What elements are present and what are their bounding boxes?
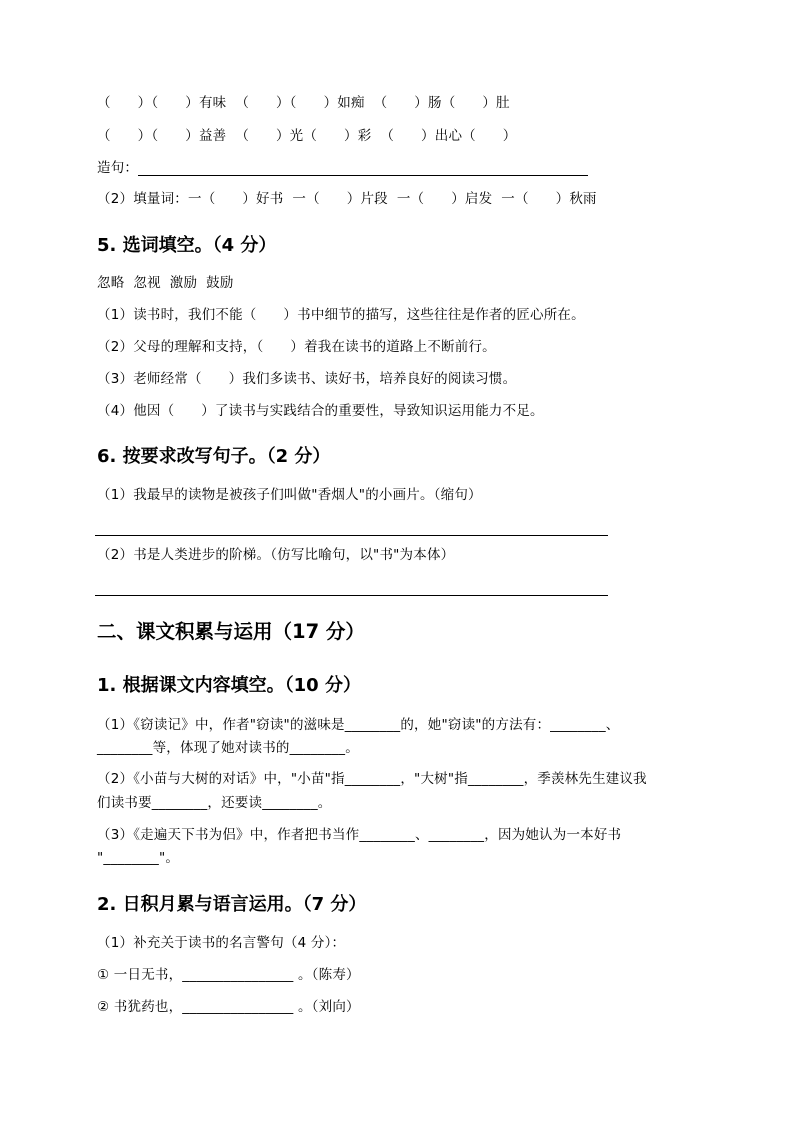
q1-line-4: 们读书要________，还要读________。	[97, 795, 332, 811]
measure-word-line: （2）填量词：一（ ）好书 一（ ）片段 一（ ）启发 一（ ）秋雨	[97, 191, 597, 207]
q2-line-3: ② 书犹药也，________________ 。（刘向）	[97, 999, 360, 1015]
q5-word-bank: 忽略 忽视 激励 鼓励	[97, 275, 234, 291]
q5-item-1: （1）读书时，我们不能（ ）书中细节的描写，这些往往是作者的匠心所在。	[97, 307, 585, 323]
section-2-heading: 二、课文积累与运用（17 分）	[97, 620, 365, 643]
q1-line-6: "________"。	[97, 850, 180, 866]
idiom-fill-line-1: （ ）（ ）有味 （ ）（ ）如痴 （ ）肠（ ）肚	[97, 95, 510, 111]
q5-heading: 5. 选词填空。（4 分）	[97, 235, 277, 256]
q1-line-2: ________等，体现了她对读书的________。	[97, 740, 359, 756]
q1-heading: 1. 根据课文内容填空。（10 分）	[97, 675, 361, 696]
sentence-making-label: 造句：	[97, 160, 139, 176]
q1-line-5: （3）《走遍天下书为侣》中，作者把书当作________、________，因为她认为一本好书	[97, 827, 622, 843]
q5-item-3: （3）老师经常（ ）我们多读书、读好书，培养良好的阅读习惯。	[97, 371, 517, 387]
q2-line-2: ① 一日无书，________________ 。（陈寿）	[97, 967, 360, 983]
idiom-fill-line-2: （ ）（ ）益善 （ ）光（ ）彩 （ ）出心（ ）	[97, 128, 517, 144]
q2-heading: 2. 日积月累与语言运用。（7 分）	[97, 894, 367, 915]
q6-item-2: （2）书是人类进步的阶梯。（仿写比喻句，以"书"为本体）	[97, 547, 455, 563]
q5-item-4: （4）他因（ ）了读书与实践结合的重要性，导致知识运用能力不足。	[97, 403, 544, 419]
q5-item-2: （2）父母的理解和支持，（ ）着我在读书的道路上不断前行。	[97, 339, 496, 355]
q1-line-3: （2）《小苗与大树的对话》中，"小苗"指________，"大树"指________，季羡林先生建议我	[97, 771, 647, 787]
q2-line-1: （1）补充关于读书的名言警句（4 分）：	[97, 935, 346, 951]
q6-item-1: （1）我最早的读物是被孩子们叫做"香烟人"的小画片。（缩句）	[97, 487, 482, 503]
sentence-answer-line[interactable]	[138, 175, 588, 176]
q1-line-1: （1）《窃读记》中，作者"窃读"的滋味是________的，她"窃读"的方法有：________、	[97, 717, 620, 733]
q6-heading: 6. 按要求改写句子。（2 分）	[97, 446, 331, 467]
q6-answer-line-1[interactable]	[95, 535, 608, 536]
q6-answer-line-2[interactable]	[95, 595, 608, 596]
